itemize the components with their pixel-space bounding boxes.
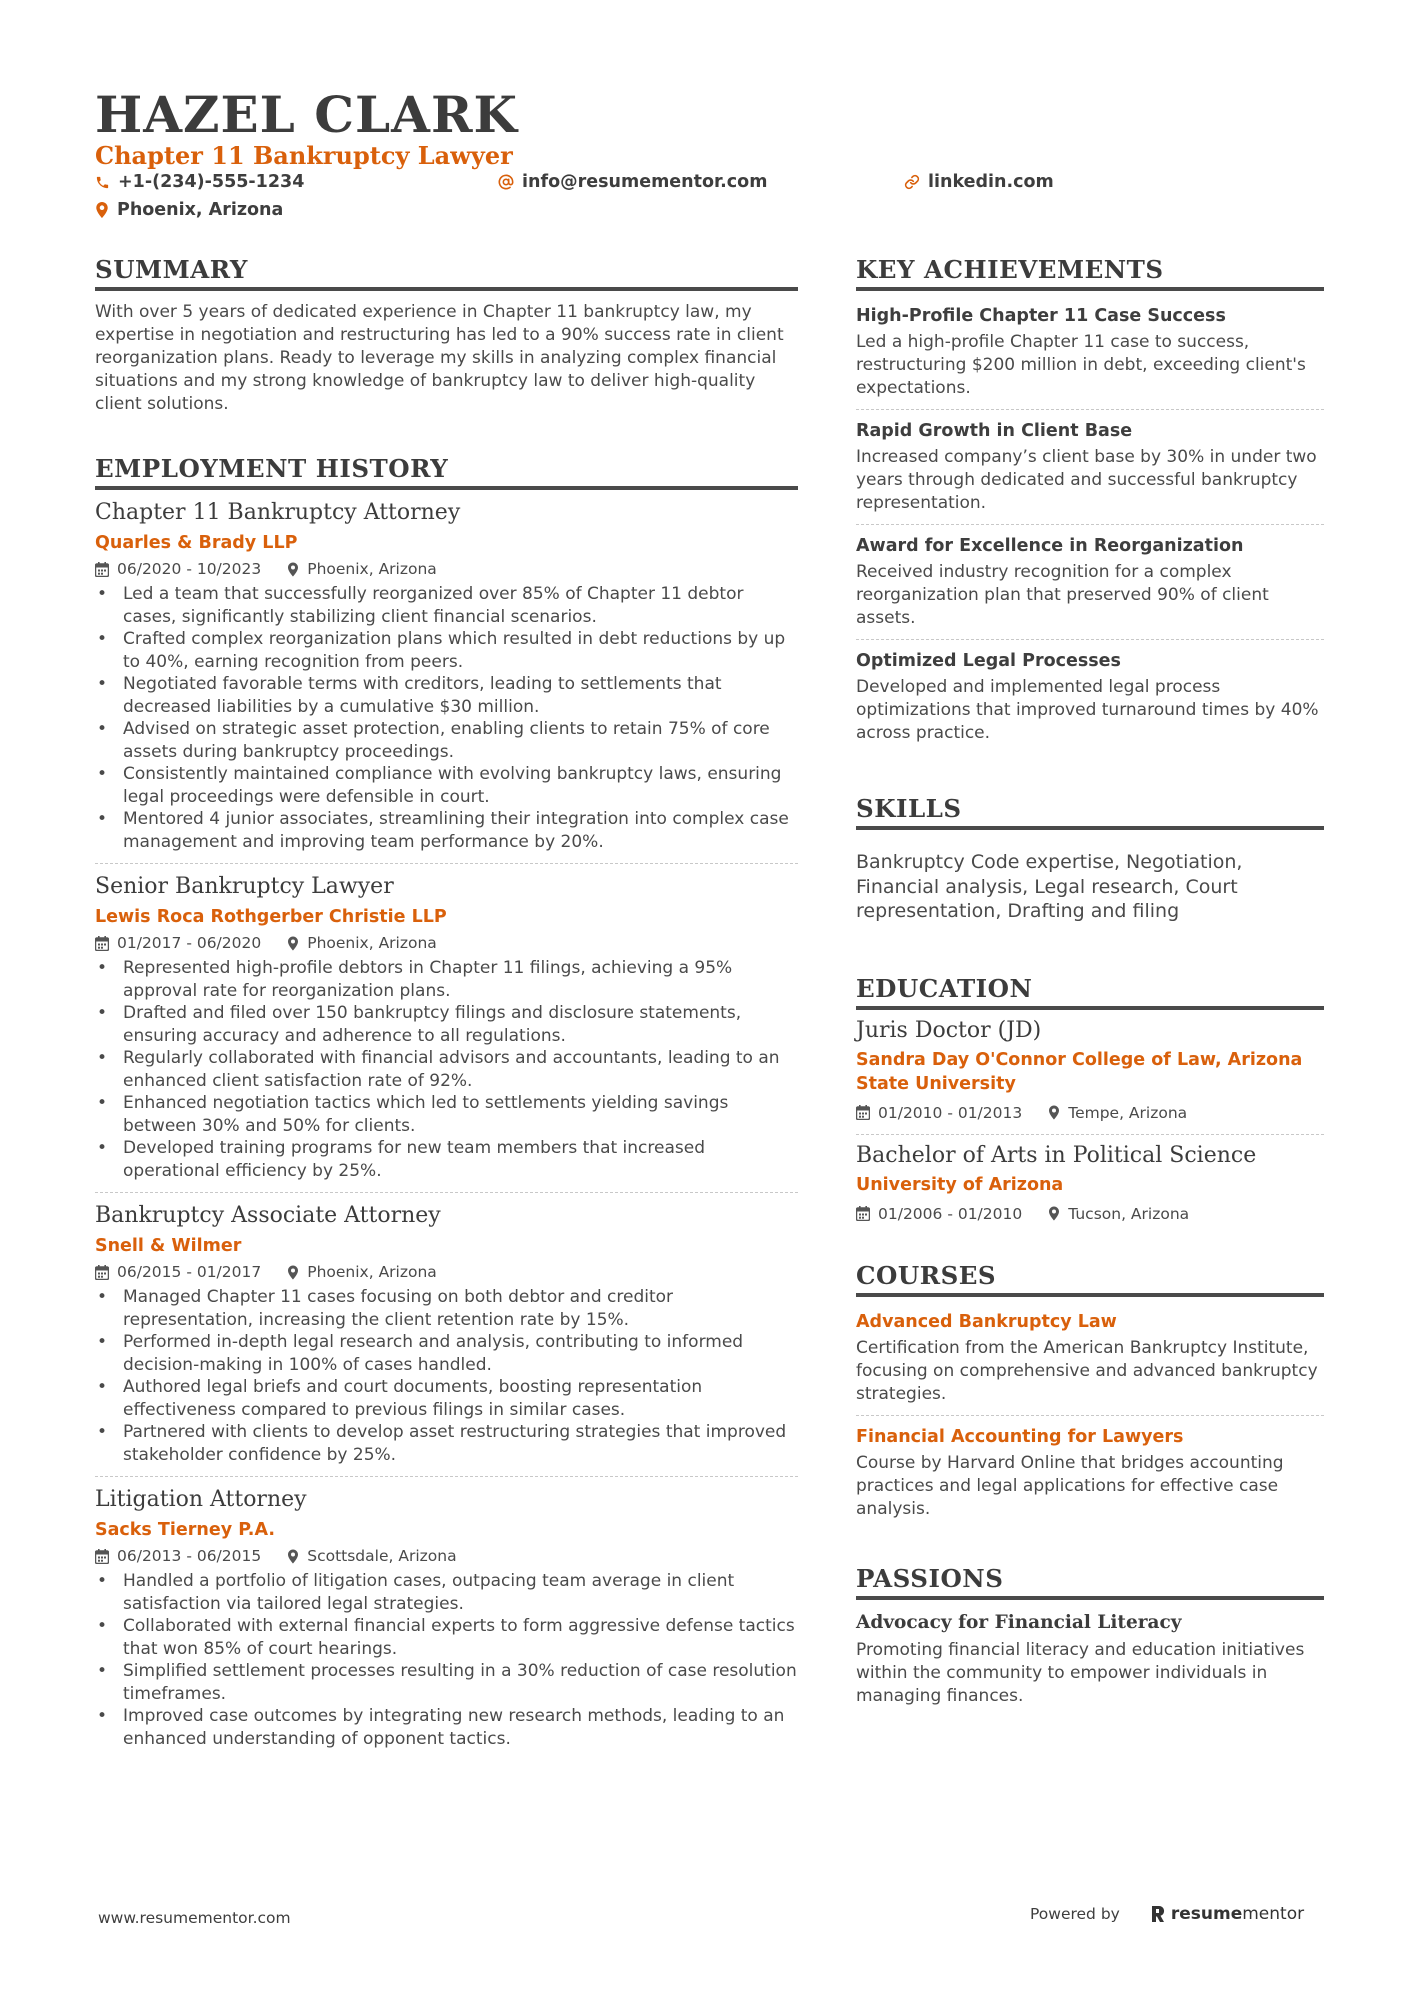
job-meta xyxy=(95,1261,798,1283)
course-title: Financial Accounting for Lawyers xyxy=(856,1426,1184,1447)
job-bullets xyxy=(95,1286,798,1466)
job-company: Quarles & Brady LLP xyxy=(95,533,298,553)
passion-list xyxy=(856,1610,1324,1708)
courses-section xyxy=(856,1261,1324,1530)
job-bullet: • Consistently maintained compliance with evolving bankruptcy laws, ensuring legal proceedings were defensible in court. xyxy=(95,763,798,808)
job-meta xyxy=(95,1545,798,1567)
education-location-text: Tucson, Arizona xyxy=(1068,1204,1190,1223)
job-entry xyxy=(95,864,798,1193)
summary-text: With over 5 years of dedicated experience in Chapter 11 bankruptcy law, my expertise in negotiation and restructuring has led to a 90% success rate in client reorganization plans. Ready to leverage my skills in analyzing complex financial situations and my strong knowledge of bankruptcy law to deliver high-quality client solutions. xyxy=(95,302,784,414)
left-column xyxy=(95,255,798,1796)
education-school: University of Arizona xyxy=(856,1174,1064,1195)
job-bullet: • Simplified settlement processes resulting in a 30% reduction of case resolution timeframes. xyxy=(95,1660,798,1705)
brand-name-bold: resume xyxy=(1170,1904,1243,1924)
job-bullet: • Handled a portfolio of litigation cases, outpacing team average in client satisfaction via tailored legal strategies. xyxy=(95,1570,798,1615)
job-location xyxy=(287,932,437,954)
contact-email[interactable] xyxy=(498,172,767,192)
location-pin-icon xyxy=(1048,1206,1060,1221)
contact-phone[interactable] xyxy=(95,172,304,192)
achievement-text: Developed and implemented legal process optimizations that improved turnaround times by 40% across practice. xyxy=(856,677,1319,743)
achievement-text: Received industry recognition for a complex reorganization plan that preserved 90% of client assets. xyxy=(856,562,1269,628)
education-degree: Bachelor of Arts in Political Science xyxy=(856,1142,1257,1168)
job-bullet: • Enhanced negotiation tactics which led to settlements yielding savings between 30% and 50% for clients. xyxy=(95,1092,798,1137)
education-degree: Juris Doctor (JD) xyxy=(856,1017,1042,1043)
education-dates-text: 01/2010 - 01/2013 xyxy=(878,1103,1023,1122)
calendar-icon xyxy=(95,1549,109,1564)
job-location-text: Phoenix, Arizona xyxy=(307,934,437,952)
achievement-item xyxy=(856,410,1324,525)
job-bullet: • Developed training programs for new team members that increased operational efficiency by 25%. xyxy=(95,1137,798,1182)
phone-icon xyxy=(95,175,110,190)
job-title: Chapter 11 Bankruptcy Attorney xyxy=(95,500,461,525)
at-sign-icon xyxy=(498,174,514,190)
resumementor-logo-icon xyxy=(1150,1904,1166,1924)
course-title: Advanced Bankruptcy Law xyxy=(856,1311,1117,1332)
achievement-item xyxy=(856,640,1324,754)
linkedin-text: linkedin.com xyxy=(928,172,1054,192)
job-dates xyxy=(95,1261,261,1283)
course-item xyxy=(856,1416,1324,1530)
location-pin-icon xyxy=(287,1549,299,1564)
achievement-text: Led a high-profile Chapter 11 case to success, restructuring $200 million in debt, exceeding client's expectations. xyxy=(856,332,1306,398)
education-section xyxy=(856,974,1324,1235)
course-text: Certification from the American Bankruptcy Institute, focusing on comprehensive and advanced bankruptcy strategies. xyxy=(856,1337,1318,1404)
course-item xyxy=(856,1301,1324,1416)
contact-location xyxy=(95,200,283,220)
job-entry xyxy=(95,1193,798,1477)
employment-heading: EMPLOYMENT HISTORY xyxy=(95,454,798,490)
job-bullet: • Collaborated with external financial experts to form aggressive defense tactics that won 85% of court hearings. xyxy=(95,1615,798,1660)
job-title: Senior Bankruptcy Lawyer xyxy=(95,874,394,899)
job-title: Litigation Attorney xyxy=(95,1487,307,1512)
job-location-text: Phoenix, Arizona xyxy=(307,1263,437,1281)
education-location xyxy=(1048,1102,1187,1124)
location-pin-icon xyxy=(1048,1105,1060,1120)
job-bullets xyxy=(95,583,798,853)
achievement-item xyxy=(856,295,1324,410)
job-meta xyxy=(95,932,798,954)
achievement-list xyxy=(856,295,1324,754)
job-dates xyxy=(95,1545,261,1567)
link-icon xyxy=(904,174,920,190)
passions-section xyxy=(856,1564,1324,1708)
job-dates-text: 06/2015 - 01/2017 xyxy=(117,1263,262,1281)
job-location xyxy=(287,558,437,580)
phone-text: +1-(234)-555-1234 xyxy=(118,172,305,192)
contact-linkedin[interactable] xyxy=(904,172,1054,192)
achievements-section xyxy=(856,255,1324,754)
education-dates xyxy=(856,1203,1022,1225)
summary-section xyxy=(95,255,798,416)
job-bullet: • Improved case outcomes by integrating new research methods, leading to an enhanced understanding of opponent tactics. xyxy=(95,1705,798,1750)
calendar-icon xyxy=(856,1105,870,1120)
skills-section xyxy=(856,794,1324,924)
job-bullet: • Negotiated favorable terms with creditors, leading to settlements that decreased liabilities by a cumulative $30 million. xyxy=(95,673,798,718)
powered-by-label: Powered by xyxy=(1030,1905,1120,1923)
job-location-text: Phoenix, Arizona xyxy=(307,560,437,578)
calendar-icon xyxy=(95,936,109,951)
job-meta xyxy=(95,558,798,580)
job-bullet: • Partnered with clients to develop asset restructuring strategies that improved stakeholder confidence by 25%. xyxy=(95,1421,798,1466)
education-dates xyxy=(856,1102,1022,1124)
achievement-title: Award for Excellence in Reorganization xyxy=(856,536,1244,556)
location-text: Phoenix, Arizona xyxy=(117,200,284,220)
education-heading: EDUCATION xyxy=(856,974,1324,1010)
calendar-icon xyxy=(95,1265,109,1280)
job-bullet: • Managed Chapter 11 cases focusing on both debtor and creditor representation, increasing the client retention rate by 15%. xyxy=(95,1286,798,1331)
education-dates-text: 01/2006 - 01/2010 xyxy=(878,1204,1023,1223)
job-bullets xyxy=(95,1570,798,1750)
job-dates-text: 01/2017 - 06/2020 xyxy=(117,934,262,952)
achievement-title: Rapid Growth in Client Base xyxy=(856,421,1133,441)
location-pin-icon xyxy=(287,562,299,577)
education-list xyxy=(856,1010,1324,1235)
education-location-text: Tempe, Arizona xyxy=(1068,1103,1188,1122)
education-item xyxy=(856,1010,1324,1135)
job-bullet: • Crafted complex reorganization plans which resulted in debt reductions by up to 40%, earning recognition from peers. xyxy=(95,628,798,673)
course-text: Course by Harvard Online that bridges accounting practices and legal applications for effective case analysis. xyxy=(856,1452,1284,1519)
location-pin-icon xyxy=(95,202,109,218)
footer-powered xyxy=(1030,1904,1304,1924)
brand-name-regular: mentor xyxy=(1242,1904,1305,1924)
calendar-icon xyxy=(856,1206,870,1221)
achievement-title: High-Profile Chapter 11 Case Success xyxy=(856,306,1226,326)
skills-heading: SKILLS xyxy=(856,794,1324,830)
achievement-text: Increased company’s client base by 30% in under two years through dedicated and successful bankruptcy representation. xyxy=(856,447,1317,513)
job-location xyxy=(287,1545,456,1567)
summary-heading: SUMMARY xyxy=(95,255,798,291)
brand-logo[interactable] xyxy=(1150,1904,1304,1924)
location-pin-icon xyxy=(287,1265,299,1280)
job-bullet: • Performed in-depth legal research and analysis, contributing to informed decision-making in 100% of cases handled. xyxy=(95,1331,798,1376)
job-list xyxy=(95,490,798,1760)
education-item xyxy=(856,1135,1324,1235)
skills-text: Bankruptcy Code expertise, Negotiation, Financial analysis, Legal research, Court representation, Drafting and filing xyxy=(856,851,1243,922)
job-company: Snell & Wilmer xyxy=(95,1236,242,1256)
job-entry xyxy=(95,490,798,864)
job-bullet: • Regularly collaborated with financial advisors and accountants, leading to an enhanced client satisfaction rate of 92%. xyxy=(95,1047,798,1092)
candidate-role: Chapter 11 Bankruptcy Lawyer xyxy=(95,141,513,170)
achievements-heading: KEY ACHIEVEMENTS xyxy=(856,255,1324,291)
job-bullet: • Drafted and filed over 150 bankruptcy filings and disclosure statements, ensuring accuracy and adherence to all regulations. xyxy=(95,1002,798,1047)
job-dates xyxy=(95,932,261,954)
footer-website[interactable]: www.resumementor.com xyxy=(98,1909,291,1927)
job-company: Lewis Roca Rothgerber Christie LLP xyxy=(95,907,447,927)
courses-heading: COURSES xyxy=(856,1261,1324,1297)
education-meta xyxy=(856,1102,1324,1124)
candidate-name: HAZEL CLARK xyxy=(95,85,518,144)
job-dates-text: 06/2013 - 06/2015 xyxy=(117,1547,262,1565)
education-school: Sandra Day O'Connor College of Law, Arizona State University xyxy=(856,1049,1303,1094)
email-text: info@resumementor.com xyxy=(522,172,768,192)
job-bullet: • Represented high-profile debtors in Chapter 11 filings, achieving a 95% approval rate for reorganization plans. xyxy=(95,957,798,1002)
location-pin-icon xyxy=(287,936,299,951)
job-bullet: • Mentored 4 junior associates, streamlining their integration into complex case management and improving team performance by 20%. xyxy=(95,808,798,853)
job-location xyxy=(287,1261,437,1283)
job-location-text: Scottsdale, Arizona xyxy=(307,1547,457,1565)
passions-heading: PASSIONS xyxy=(856,1564,1324,1600)
job-bullets xyxy=(95,957,798,1182)
employment-section xyxy=(95,454,798,1760)
job-bullet: • Led a team that successfully reorganized over 85% of Chapter 11 debtor cases, significantly stabilizing client financial scenarios. xyxy=(95,583,798,628)
right-column xyxy=(856,255,1324,1744)
education-meta xyxy=(856,1203,1324,1225)
job-bullet: • Authored legal briefs and court documents, boosting representation effectiveness compared to previous filings in similar cases. xyxy=(95,1376,798,1421)
job-dates-text: 06/2020 - 10/2023 xyxy=(117,560,262,578)
job-dates xyxy=(95,558,261,580)
course-list xyxy=(856,1301,1324,1530)
passion-text: Promoting financial literacy and education initiatives within the community to empower individuals in managing finances. xyxy=(856,1639,1305,1706)
passion-item xyxy=(856,1610,1324,1708)
calendar-icon xyxy=(95,562,109,577)
passion-title: Advocacy for Financial Literacy xyxy=(856,1611,1182,1633)
achievement-item xyxy=(856,525,1324,640)
job-title: Bankruptcy Associate Attorney xyxy=(95,1203,441,1228)
job-entry xyxy=(95,1477,798,1760)
achievement-title: Optimized Legal Processes xyxy=(856,651,1121,671)
job-company: Sacks Tierney P.A. xyxy=(95,1520,275,1540)
job-bullet: • Advised on strategic asset protection, enabling clients to retain 75% of core assets during bankruptcy proceedings. xyxy=(95,718,798,763)
education-location xyxy=(1048,1203,1189,1225)
